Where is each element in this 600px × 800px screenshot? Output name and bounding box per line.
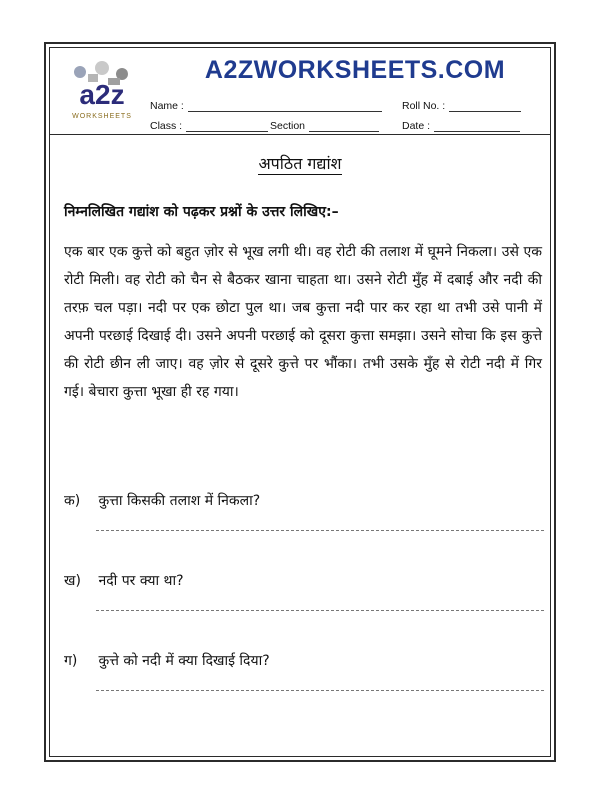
question-3-label: ग) [64,653,78,669]
class-label: Class : [150,120,183,132]
worksheet-inner-border [49,47,551,757]
question-3 [64,651,270,670]
question-2-text: नदी पर क्या था? [98,573,184,589]
worksheet-header [50,48,550,135]
instruction-text: निम्नलिखित गद्यांश को पढ़कर प्रश्नों के उत्तर लिखिए:– [64,204,339,220]
svg-text:a2z: a2z [79,79,125,110]
section-line [309,121,379,132]
section-label: Section [270,120,306,132]
roll-label: Roll No. : [402,100,446,112]
svg-text:WORKSHEETS: WORKSHEETS [72,113,132,120]
question-2 [64,571,184,590]
worksheet-page [44,42,556,762]
answer-line-3[interactable] [96,690,544,691]
date-label: Date : [402,120,431,132]
question-3-text: कुत्ते को नदी में क्या दिखाई दिया? [98,653,270,669]
section-field[interactable] [270,120,379,132]
date-field[interactable] [402,120,520,132]
date-line [434,121,520,132]
answer-line-2[interactable] [96,610,544,611]
class-field[interactable] [150,120,268,132]
a2z-logo-icon [62,58,142,122]
worksheet-title: अपठित गद्यांश [258,154,342,173]
class-line [186,121,268,132]
site-name: A2ZWORKSHEETS.COM [204,56,506,84]
name-label: Name : [150,100,184,112]
answer-line-1[interactable] [96,530,544,531]
passage-text: एक बार एक कुत्ते को बहुत ज़ोर से भूख लगी थी। वह रोटी की तलाश में घूमने निकला। उसे एक रोटी मिली। वह रोटी को चैन से बैठकर खाना चाहता था। उसने रोटी मुँह में दबाई और नदी की तरफ़ चल पड़ा। नदी पर एक छोटा पुल था। जब कुत्ता नदी पार कर रहा था तभी उसे पानी में अपनी परछाई दिखाई दी। उसने अपनी परछाई को दूसरा कुत्ता समझा। उसने सोचा कि इस कुत्ते की रोटी छीन ली जाए। वह ज़ोर से दूसरे कुत्ते पर भौंका। तभी उसके मुँह से रोटी नदी में गिर गई। बेचारा कुत्ता भूखा ही रह गया। [64,244,542,400]
roll-line [449,101,521,112]
roll-field[interactable] [402,100,521,112]
name-line [188,101,382,112]
question-2-label: ख) [64,573,81,589]
question-1-text: कुत्ता किसकी तलाश में निकला? [98,493,261,509]
question-1 [64,491,260,510]
name-field[interactable] [150,100,382,112]
question-1-label: क) [64,493,81,509]
